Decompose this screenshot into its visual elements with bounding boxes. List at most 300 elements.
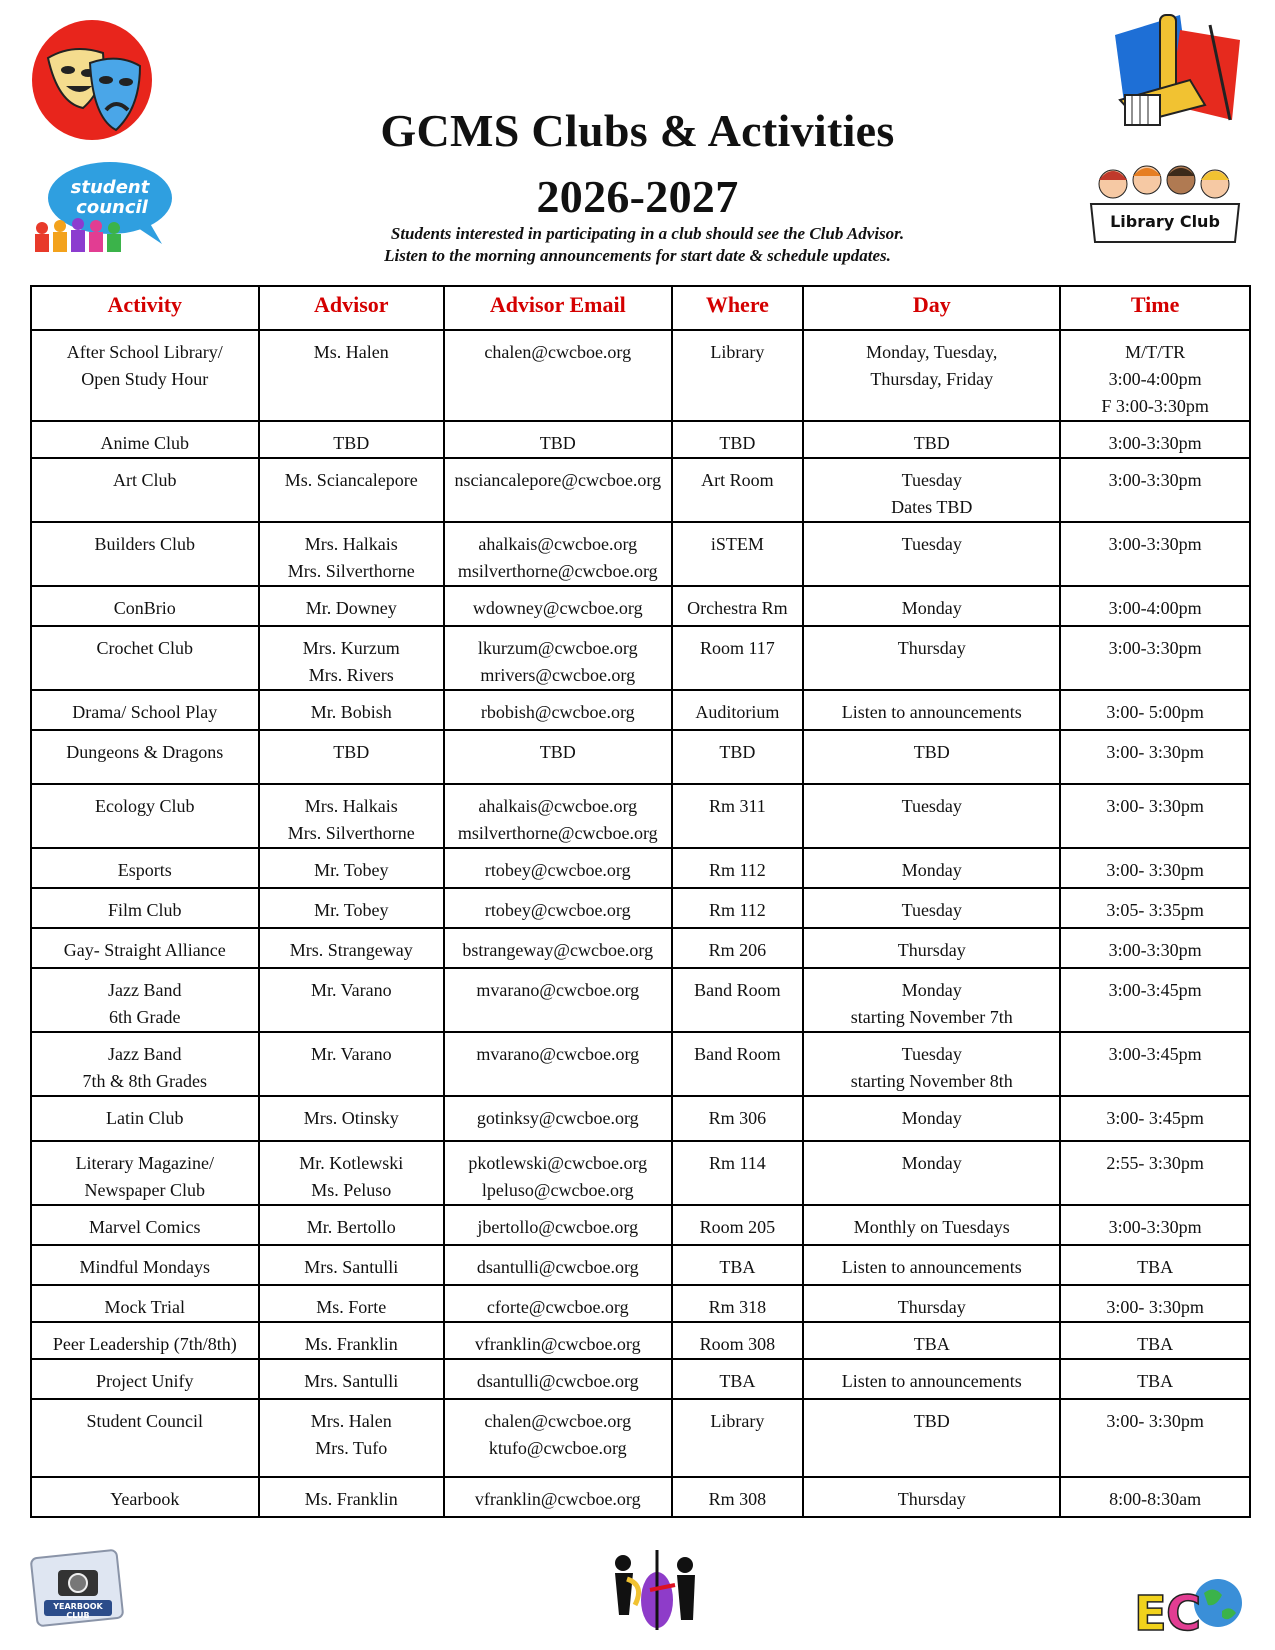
cell-activity-line: Mindful Mondays: [79, 1257, 211, 1277]
svg-text:student: student: [70, 177, 150, 198]
cell-email-line: ktufo@cwcboe.org: [488, 1438, 627, 1458]
cell-day-line: Dates TBD: [891, 497, 973, 517]
cell-advisor: [259, 690, 444, 730]
cell-where: [672, 1399, 804, 1477]
cell-activity: [31, 458, 259, 522]
cell-email-line: mvarano@cwcboe.org: [476, 980, 640, 1000]
cell-email-line: nsciancalepore@cwcboe.org: [454, 470, 662, 490]
cell-email-line: TBD: [539, 742, 576, 762]
cell-where-line: Rm 311: [708, 796, 766, 816]
cell-time-line: 3:00-3:30pm: [1108, 940, 1202, 960]
table-row: [31, 626, 1250, 690]
cell-time: [1060, 1205, 1250, 1245]
cell-day-line: Monday: [901, 598, 962, 618]
cell-advisor-line: Mr. Varano: [310, 980, 392, 1000]
page-title: GCMS Clubs & Activities: [380, 105, 895, 156]
cell-time: [1060, 1477, 1250, 1517]
cell-where: [672, 1477, 804, 1517]
cell-day-line: Tuesday: [901, 796, 962, 816]
cell-email-line: bstrangeway@cwcboe.org: [462, 940, 654, 960]
cell-time: [1060, 1322, 1250, 1359]
cell-where-line: Rm 112: [708, 860, 766, 880]
cell-time-line: 8:00-8:30am: [1109, 1489, 1202, 1509]
cell-email-line: dsantulli@cwcboe.org: [476, 1371, 639, 1391]
cell-email: [444, 586, 672, 626]
cell-day-line: Listen to announcements: [841, 1371, 1022, 1391]
table-row: [31, 330, 1250, 421]
table-row: [31, 928, 1250, 968]
cell-activity: [31, 626, 259, 690]
cell-activity: [31, 888, 259, 928]
cell-where: [672, 690, 804, 730]
cell-advisor: [259, 1205, 444, 1245]
cell-day-line: Monday: [901, 1108, 962, 1128]
cell-advisor-line: Mrs. Silverthorne: [287, 823, 415, 843]
cell-time-line: 3:00-4:00pm: [1108, 598, 1202, 618]
table-row: [31, 1245, 1250, 1285]
cell-advisor: [259, 1477, 444, 1517]
cell-where: [672, 1141, 804, 1205]
cell-activity-line: Literary Magazine/: [75, 1153, 214, 1173]
music-instruments-icon: [1110, 10, 1245, 135]
cell-where-line: Rm 112: [708, 900, 766, 920]
cell-day: [803, 784, 1060, 848]
cell-where: [672, 1096, 804, 1141]
cell-day: [803, 522, 1060, 586]
cell-activity-line: Jazz Band: [108, 980, 182, 1000]
cell-where: [672, 1285, 804, 1322]
cell-activity-line: Crochet Club: [96, 638, 194, 658]
table-row: [31, 421, 1250, 458]
cell-email-line: chalen@cwcboe.org: [484, 1411, 632, 1431]
column-header-day: Day: [803, 286, 1060, 330]
cell-time-line: F 3:00-3:30pm: [1101, 396, 1209, 416]
cell-day-line: TBD: [913, 742, 950, 762]
cell-email: [444, 1245, 672, 1285]
cell-email: [444, 1032, 672, 1096]
cell-day-line: Monday: [901, 1153, 962, 1173]
cell-email: [444, 1285, 672, 1322]
cell-day: [803, 1359, 1060, 1399]
cell-advisor-line: Ms. Forte: [316, 1297, 387, 1317]
yearbook-club-label: YEARBOOK CLUB: [53, 1602, 103, 1620]
cell-day: [803, 888, 1060, 928]
kids-icon: [1085, 162, 1245, 257]
cell-advisor-line: Mrs. Rivers: [308, 665, 394, 685]
earth-globe-icon: [1130, 1545, 1245, 1640]
cell-where: [672, 928, 804, 968]
table-row: [31, 1205, 1250, 1245]
cell-email: [444, 1205, 672, 1245]
cell-activity-line: Open Study Hour: [81, 369, 209, 389]
cell-day: [803, 730, 1060, 784]
cell-day: [803, 690, 1060, 730]
cell-where-line: Orchestra Rm: [687, 598, 788, 618]
cell-where: [672, 784, 804, 848]
cell-time-line: 3:05- 3:35pm: [1106, 900, 1204, 920]
cell-time: [1060, 586, 1250, 626]
cell-day: [803, 586, 1060, 626]
cell-where-line: Library: [710, 342, 765, 362]
cell-day-line: Thursday: [897, 940, 966, 960]
cell-activity-line: Film Club: [108, 900, 182, 920]
cell-email-line: chalen@cwcboe.org: [484, 342, 632, 362]
school-year: 2026-2027: [536, 171, 739, 222]
cell-advisor-line: Ms. Sciancalepore: [284, 470, 418, 490]
cell-advisor: [259, 1141, 444, 1205]
cell-where-line: Rm 206: [708, 940, 767, 960]
cell-activity-line: ConBrio: [113, 598, 176, 618]
cell-email-line: ahalkais@cwcboe.org: [478, 796, 638, 816]
cell-day-line: Tuesday: [901, 534, 962, 554]
cell-advisor-line: Mrs. Halkais: [304, 534, 398, 554]
cell-advisor: [259, 330, 444, 421]
table-row: [31, 1141, 1250, 1205]
cell-email-line: cforte@cwcboe.org: [486, 1297, 629, 1317]
cell-activity: [31, 848, 259, 888]
cell-advisor-line: Mrs. Kurzum: [302, 638, 400, 658]
cell-time-line: 3:00- 3:30pm: [1106, 1297, 1204, 1317]
cell-day-line: Listen to announcements: [841, 1257, 1022, 1277]
cell-where-line: Rm 308: [708, 1489, 767, 1509]
cell-activity-line: 7th & 8th Grades: [82, 1071, 208, 1091]
cell-email: [444, 848, 672, 888]
cell-day-line: starting November 7th: [850, 1007, 1013, 1027]
cell-activity: [31, 421, 259, 458]
cell-activity-line: Drama/ School Play: [72, 702, 218, 722]
cell-advisor: [259, 626, 444, 690]
cell-email: [444, 928, 672, 968]
cell-time: [1060, 626, 1250, 690]
cell-email-line: pkotlewski@cwcboe.org: [468, 1153, 648, 1173]
cell-advisor: [259, 1285, 444, 1322]
cell-email: [444, 730, 672, 784]
cell-where-line: Room 308: [699, 1334, 776, 1354]
cell-time-line: TBA: [1137, 1257, 1174, 1277]
cell-advisor-line: Mr. Downey: [305, 598, 397, 618]
cell-time-line: 3:00-3:45pm: [1108, 1044, 1202, 1064]
cell-time: [1060, 784, 1250, 848]
cell-day-line: Monday, Tuesday,: [866, 342, 998, 362]
column-header-advisor: Advisor: [259, 286, 444, 330]
cell-time: [1060, 968, 1250, 1032]
cell-time: [1060, 730, 1250, 784]
cell-advisor: [259, 730, 444, 784]
cell-activity-line: Marvel Comics: [89, 1217, 201, 1237]
drama-masks-icon: [28, 18, 158, 143]
cell-day: [803, 1096, 1060, 1141]
cell-email: [444, 784, 672, 848]
cell-time-line: 3:00-3:30pm: [1108, 534, 1202, 554]
cell-where: [672, 1245, 804, 1285]
clubs-table: [30, 285, 1251, 1518]
student-council-logo: [30, 158, 180, 258]
cell-activity-line: Gay- Straight Alliance: [63, 940, 226, 960]
cell-time-line: 3:00-3:45pm: [1108, 980, 1202, 1000]
cell-time-line: 3:00- 3:30pm: [1106, 1411, 1204, 1431]
cell-day-line: Tuesday: [901, 470, 962, 490]
table-row: [31, 784, 1250, 848]
cell-advisor: [259, 848, 444, 888]
cell-activity-line: Newspaper Club: [84, 1180, 206, 1200]
cell-time: [1060, 1285, 1250, 1322]
cell-advisor-line: Mr. Bobish: [310, 702, 392, 722]
cell-advisor-line: Mr. Tobey: [314, 900, 389, 920]
cell-advisor: [259, 1359, 444, 1399]
cell-time: [1060, 1359, 1250, 1399]
cell-day-line: Monday: [901, 980, 962, 1000]
cell-time: [1060, 1141, 1250, 1205]
cell-advisor-line: Mrs. Tufo: [315, 1438, 388, 1458]
cell-email-line: vfranklin@cwcboe.org: [474, 1489, 641, 1509]
table-row: [31, 1477, 1250, 1517]
cell-advisor: [259, 1322, 444, 1359]
table-row: [31, 522, 1250, 586]
cell-day: [803, 1141, 1060, 1205]
cell-time: [1060, 522, 1250, 586]
cell-where-line: TBD: [719, 742, 756, 762]
table-header-row: [31, 286, 1250, 330]
cell-where-line: Band Room: [694, 1044, 781, 1064]
cell-advisor-line: TBD: [333, 742, 370, 762]
cell-day: [803, 968, 1060, 1032]
cell-day: [803, 1205, 1060, 1245]
cell-activity: [31, 1322, 259, 1359]
cell-time-line: 3:00-3:30pm: [1108, 1217, 1202, 1237]
cell-advisor: [259, 784, 444, 848]
cell-advisor-line: Ms. Peluso: [311, 1180, 392, 1200]
cell-activity-line: Project Unify: [96, 1371, 194, 1391]
cell-email: [444, 458, 672, 522]
cell-where-line: Art Room: [701, 470, 774, 490]
column-header-where: Where: [672, 286, 804, 330]
cell-activity-line: Jazz Band: [108, 1044, 182, 1064]
eco-logo: [1130, 1545, 1245, 1640]
cell-where-line: Band Room: [694, 980, 781, 1000]
cell-where: [672, 888, 804, 928]
cell-activity-line: Latin Club: [106, 1108, 184, 1128]
cell-activity-line: Esports: [117, 860, 172, 880]
cell-advisor-line: Mr. Kotlewski: [299, 1153, 404, 1173]
cell-time-line: 3:00-3:30pm: [1108, 433, 1202, 453]
cell-time-line: 3:00-4:00pm: [1108, 369, 1202, 389]
cell-time: [1060, 330, 1250, 421]
cell-where: [672, 522, 804, 586]
cell-email-line: lkurzum@cwcboe.org: [477, 638, 638, 658]
cell-day: [803, 421, 1060, 458]
cell-activity: [31, 730, 259, 784]
subtitle-advisor-note: Students interested in participating in a club should see the Club Advisor.: [390, 224, 905, 243]
cell-day-line: Tuesday: [901, 900, 962, 920]
cell-where: [672, 1322, 804, 1359]
cell-where: [672, 626, 804, 690]
cell-day-line: Tuesday: [901, 1044, 962, 1064]
library-club-label: Library Club: [1110, 212, 1220, 231]
cell-email: [444, 626, 672, 690]
column-header-activity: Activity: [31, 286, 259, 330]
cell-advisor-line: Ms. Franklin: [304, 1489, 398, 1509]
cell-email-line: TBD: [539, 433, 576, 453]
table-row: [31, 968, 1250, 1032]
cell-day-line: Listen to announcements: [841, 702, 1022, 722]
table-row: [31, 1285, 1250, 1322]
cell-where-line: TBA: [719, 1257, 756, 1277]
cell-advisor: [259, 586, 444, 626]
cell-time-line: TBA: [1137, 1371, 1174, 1391]
cell-where-line: TBA: [719, 1371, 756, 1391]
table-row: [31, 458, 1250, 522]
cell-activity-line: Yearbook: [110, 1489, 180, 1509]
cell-email-line: msilverthorne@cwcboe.org: [457, 823, 658, 843]
cell-where-line: Library: [710, 1411, 765, 1431]
cell-where-line: Rm 114: [708, 1153, 766, 1173]
cell-email-line: ahalkais@cwcboe.org: [478, 534, 638, 554]
cell-where: [672, 421, 804, 458]
cell-email-line: wdowney@cwcboe.org: [472, 598, 643, 618]
cell-day-line: TBD: [913, 433, 950, 453]
table-row: [31, 1359, 1250, 1399]
cell-activity: [31, 330, 259, 421]
cell-advisor-line: Mr. Bertollo: [306, 1217, 396, 1237]
cell-where: [672, 1032, 804, 1096]
cell-where: [672, 458, 804, 522]
cell-day: [803, 626, 1060, 690]
cell-time: [1060, 421, 1250, 458]
cell-advisor: [259, 421, 444, 458]
cell-email-line: mrivers@cwcboe.org: [480, 665, 636, 685]
cell-activity: [31, 968, 259, 1032]
cell-advisor-line: Mr. Tobey: [314, 860, 389, 880]
cell-advisor-line: Mr. Varano: [310, 1044, 392, 1064]
cell-where: [672, 848, 804, 888]
cell-where: [672, 968, 804, 1032]
cell-time-line: 3:00- 3:30pm: [1106, 796, 1204, 816]
cell-email-line: rtobey@cwcboe.org: [484, 860, 631, 880]
cell-day: [803, 1245, 1060, 1285]
cell-where-line: Room 205: [699, 1217, 776, 1237]
cell-email-line: jbertollo@cwcboe.org: [477, 1217, 639, 1237]
cell-time-line: 3:00- 5:00pm: [1106, 702, 1204, 722]
cell-activity-line: Art Club: [113, 470, 177, 490]
cell-activity-line: Dungeons & Dragons: [66, 742, 224, 762]
cell-time-line: M/T/TR: [1125, 342, 1186, 362]
table-row: [31, 1032, 1250, 1096]
cell-email-line: rtobey@cwcboe.org: [484, 900, 631, 920]
cell-where-line: Rm 306: [708, 1108, 767, 1128]
cell-where-line: Auditorium: [695, 702, 780, 722]
cell-day: [803, 1032, 1060, 1096]
cell-time-line: TBA: [1137, 1334, 1174, 1354]
table-row: [31, 730, 1250, 784]
cell-day: [803, 848, 1060, 888]
cell-where: [672, 730, 804, 784]
cell-email: [444, 1477, 672, 1517]
cell-day-line: Monday: [901, 860, 962, 880]
cell-email-line: rbobish@cwcboe.org: [480, 702, 635, 722]
cell-advisor: [259, 888, 444, 928]
cell-day-line: TBD: [913, 1411, 950, 1431]
cell-activity-line: Student Council: [86, 1411, 204, 1431]
cell-advisor-line: Mrs. Silverthorne: [287, 561, 415, 581]
cell-email-line: msilverthorne@cwcboe.org: [457, 561, 658, 581]
cell-email-line: dsantulli@cwcboe.org: [476, 1257, 639, 1277]
cell-time-line: 3:00-3:30pm: [1108, 470, 1202, 490]
cell-activity: [31, 1032, 259, 1096]
cell-time: [1060, 1399, 1250, 1477]
cell-day-line: Thursday: [897, 1297, 966, 1317]
cell-email-line: mvarano@cwcboe.org: [476, 1044, 640, 1064]
cell-advisor: [259, 928, 444, 968]
cell-day-line: starting November 8th: [850, 1071, 1013, 1091]
cell-advisor-line: Mrs. Halen: [310, 1411, 392, 1431]
cell-email: [444, 1399, 672, 1477]
cell-email-line: gotinksy@cwcboe.org: [476, 1108, 639, 1128]
cell-activity-line: After School Library/: [66, 342, 223, 362]
table-row: [31, 848, 1250, 888]
cell-email-line: vfranklin@cwcboe.org: [474, 1334, 641, 1354]
cell-time: [1060, 1245, 1250, 1285]
cell-time: [1060, 1096, 1250, 1141]
cell-time: [1060, 888, 1250, 928]
cell-day: [803, 1477, 1060, 1517]
cell-activity-line: Mock Trial: [104, 1297, 186, 1317]
cell-email: [444, 968, 672, 1032]
cell-time: [1060, 458, 1250, 522]
cell-email: [444, 1141, 672, 1205]
table-row: [31, 586, 1250, 626]
cell-email: [444, 888, 672, 928]
cell-time-line: 3:00- 3:30pm: [1106, 742, 1204, 762]
cell-activity: [31, 928, 259, 968]
cell-time: [1060, 848, 1250, 888]
table-row: [31, 888, 1250, 928]
cell-advisor-line: Ms. Franklin: [304, 1334, 398, 1354]
cell-activity-line: 6th Grade: [109, 1007, 181, 1027]
cell-advisor-line: Mrs. Halkais: [304, 796, 398, 816]
cell-time-line: 3:00- 3:30pm: [1106, 860, 1204, 880]
cell-advisor: [259, 1032, 444, 1096]
student-council-icon: [30, 158, 180, 258]
column-header-time: Time: [1060, 286, 1250, 330]
cell-time: [1060, 1032, 1250, 1096]
cell-where: [672, 586, 804, 626]
cell-day: [803, 928, 1060, 968]
cell-day: [803, 458, 1060, 522]
cell-advisor-line: Ms. Halen: [313, 342, 389, 362]
svg-text:council: council: [76, 197, 148, 218]
cell-advisor-line: Mrs. Strangeway: [289, 940, 413, 960]
cell-activity: [31, 522, 259, 586]
library-club-logo: [1085, 162, 1245, 257]
cell-activity: [31, 1477, 259, 1517]
cell-time: [1060, 928, 1250, 968]
cell-time-line: 3:00-3:30pm: [1108, 638, 1202, 658]
cell-activity-line: Anime Club: [100, 433, 190, 453]
cell-where: [672, 1359, 804, 1399]
cell-day: [803, 330, 1060, 421]
cell-advisor-line: TBD: [333, 433, 370, 453]
cell-time-line: 3:00- 3:45pm: [1106, 1108, 1204, 1128]
table-row: [31, 1322, 1250, 1359]
cell-email: [444, 1322, 672, 1359]
cell-advisor: [259, 968, 444, 1032]
cell-email: [444, 1359, 672, 1399]
cell-day: [803, 1399, 1060, 1477]
cell-email: [444, 690, 672, 730]
svg-text:C: C: [1166, 1586, 1202, 1640]
cell-day-line: Thursday: [897, 1489, 966, 1509]
cell-advisor: [259, 1245, 444, 1285]
